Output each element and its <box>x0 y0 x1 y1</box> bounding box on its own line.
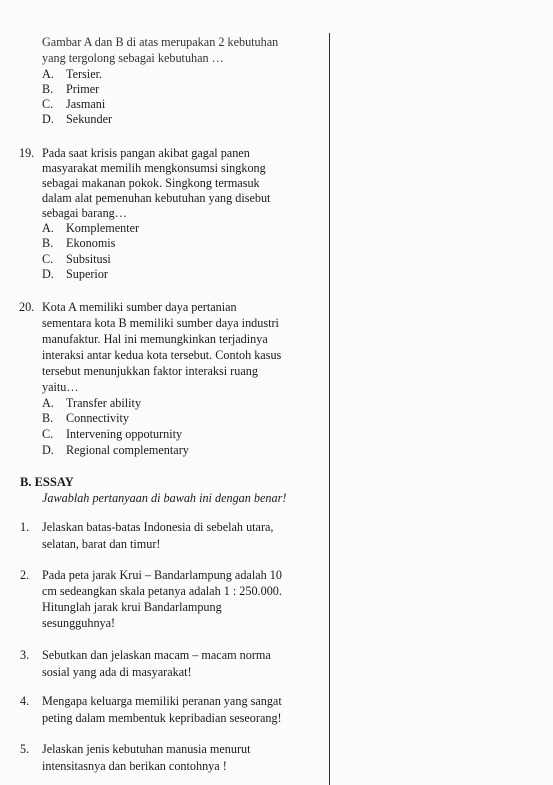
column-divider <box>329 33 330 785</box>
essay-text-line: Jelaskan jenis kebutuhan manusia menurut <box>42 742 251 756</box>
option-text: Transfer ability <box>66 396 142 410</box>
section-heading: B. ESSAY <box>20 475 74 489</box>
option-text: Primer <box>66 82 100 96</box>
option-text: Regional complementary <box>66 443 189 457</box>
essay-number: 5. <box>20 742 30 756</box>
question-text-line: interaksi antar kedua kota tersebut. Contoh kasus <box>42 348 282 362</box>
option-text: Superior <box>66 267 108 281</box>
question-text-line: yaitu… <box>42 380 79 394</box>
essay-text-line: cm sedeangkan skala petanya adalah 1 : 250.000. <box>42 584 282 598</box>
option-text: Komplementer <box>66 221 140 235</box>
essay-text-line: intensitasnya dan berikan contohnya ! <box>42 759 227 773</box>
option-letter: B. <box>42 236 54 250</box>
essay-text-line: Sebutkan dan jelaskan macam – macam norma <box>42 648 271 662</box>
option-letter: B. <box>42 411 54 425</box>
option-text: Ekonomis <box>66 236 116 250</box>
essay-number: 1. <box>20 520 30 534</box>
question-text-line: yang tergolong sebagai kebutuhan … <box>42 51 224 65</box>
option-letter: C. <box>42 97 54 111</box>
question-text-line: sebagai barang… <box>42 206 127 220</box>
essay-text-line: Mengapa keluarga memiliki peranan yang sangat <box>42 694 282 708</box>
question-text-line: manufaktur. Hal ini memungkinkan terjadinya <box>42 332 268 346</box>
essay-number: 3. <box>20 648 30 662</box>
essay-text-line: sosial yang ada di masyarakat! <box>42 665 192 679</box>
option-text: Connectivity <box>66 411 129 425</box>
essay-text-line: selatan, barat dan timur! <box>42 537 161 551</box>
essay-text-line: Pada peta jarak Krui – Bandarlampung adalah 10 <box>42 568 282 582</box>
option-letter: D. <box>42 443 54 457</box>
question-text-line: sebagai makanan pokok. Singkong termasuk <box>42 176 260 190</box>
essay-number: 2. <box>20 568 30 582</box>
option-text: Jasmani <box>66 97 106 111</box>
question-text-line: dalam alat pemenuhan kebutuhan yang disebut <box>42 191 271 205</box>
option-letter: C. <box>42 252 54 266</box>
question-number: 20. <box>19 300 35 314</box>
option-letter: A. <box>42 221 54 235</box>
option-letter: A. <box>42 67 54 81</box>
question-text-line: Gambar A dan B di atas merupakan 2 kebutuhan <box>42 35 279 49</box>
question-text-line: sementara kota B memiliki sumber daya industri <box>42 316 279 330</box>
option-text: Tersier. <box>66 67 103 81</box>
option-text: Sekunder <box>66 112 113 126</box>
question-text-line: Kota A memiliki sumber daya pertanian <box>42 300 237 314</box>
option-text: Intervening oppoturnity <box>66 427 183 441</box>
option-letter: C. <box>42 427 54 441</box>
essay-text-line: peting dalam membentuk kepribadian seseorang! <box>42 711 282 725</box>
essay-number: 4. <box>20 694 30 708</box>
essay-text-line: Jelaskan batas-batas Indonesia di sebelah utara, <box>42 520 274 534</box>
essay-text-line: sesungguhnya! <box>42 616 116 630</box>
option-text: Subsitusi <box>66 252 111 266</box>
option-letter: A. <box>42 396 54 410</box>
section-instruction: Jawablah pertanyaan di bawah ini dengan benar! <box>42 491 287 505</box>
question-text-line: Pada saat krisis pangan akibat gagal panen <box>42 146 250 160</box>
option-letter: D. <box>42 112 54 126</box>
question-text-line: masyarakat memilih mengkonsumsi singkong <box>42 161 266 175</box>
option-letter: D. <box>42 267 54 281</box>
essay-text-line: Hitunglah jarak krui Bandarlampung <box>42 600 222 614</box>
question-text-line: tersebut menunjukkan faktor interaksi ruang <box>42 364 258 378</box>
option-letter: B. <box>42 82 54 96</box>
question-number: 19. <box>19 146 35 160</box>
